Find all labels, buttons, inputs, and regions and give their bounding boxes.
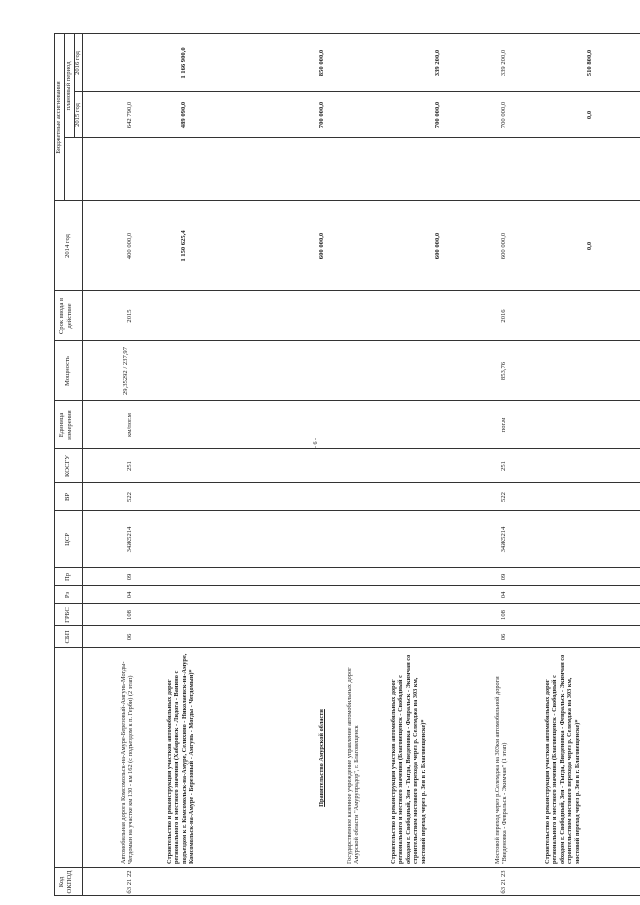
row1-unit: км/пог.м (126, 413, 133, 437)
table-rule (54, 400, 640, 401)
header-sbp: СБП (64, 630, 71, 644)
table-rule (54, 647, 640, 648)
row6-name: Мостовой переход через р.Селемджа на 303км автомобильной дороги "Введеновка - Февральск - Экимчан" (1 этап) (494, 676, 509, 864)
table-rule (54, 448, 640, 449)
table-rule (54, 510, 640, 511)
row5-2014: 600 000,0 (434, 232, 441, 260)
row6-2016: 339 200,0 (500, 49, 507, 77)
table-rule (54, 200, 640, 201)
row7-2016: 510 800,0 (586, 49, 593, 77)
row6-kosgu: 251 (500, 461, 507, 471)
header-kosgu: КОСГУ (64, 455, 71, 477)
row1-pr: 09 (126, 573, 133, 581)
header-rz: Рз (64, 591, 71, 599)
row7-name: Строительство и реконструкция участков автомобильных дорог регионального и местного значения (Благовещенск - Свободный с обходом г. Свободный, Зея - Тыгда, Введеновка - Февральск - Экимчан со строительством мостового перехода через р. Селемджа на 303 км, мостовой переход через р. Зея в г. Благовещенске)* (544, 654, 581, 864)
header-code: Код ОКПОД (58, 870, 73, 894)
row5-2016: 339 200,0 (434, 49, 441, 77)
header-vr: ВР (64, 492, 71, 502)
header-allocations: Бюджетные ассигнования (55, 81, 62, 154)
row6-grbs: 108 (500, 610, 507, 620)
table-rule (54, 33, 640, 34)
row1-rz: 04 (126, 591, 133, 599)
table-rule (54, 625, 640, 626)
row3-2014: 600 000,0 (318, 232, 325, 260)
row1-capacity: 29,35292 / 237,97 (122, 347, 129, 395)
row1-kosgu: 251 (126, 461, 133, 471)
header-2014: 2014 год (64, 234, 71, 258)
row1-csr: 34Ж5214 (126, 526, 133, 553)
row2-name: Строительство и реконструкция участков автомобильных дорог регионального и местного значения (Хабаровск - Лидога - Ванино с подъездом к г. Комсомольск-на-Амуре, Селихино - Николаевск-на-Амуре, Комсомольск-на-Амуре - Березовый - Амгунь - Могды - Чегдомын)* (166, 653, 196, 864)
row1-vr: 522 (126, 492, 133, 502)
header-2016: 2016 год (74, 51, 81, 75)
row1-code: б3 21 22 (126, 870, 133, 894)
row4-name: Государственное казенное учреждение управление автомобильных дорог Амурской области "Амурупрадор", г. Благовещенск (346, 667, 361, 864)
table-rule (54, 895, 640, 896)
row6-csr: 34Ж5214 (500, 526, 507, 553)
row6-2014: 600 000,0 (500, 232, 507, 260)
row7-2015: 0,0 (586, 110, 593, 120)
row6-2015: 700 000,0 (500, 101, 507, 129)
header-planned-period: плановый период (65, 61, 72, 111)
header-csr: ЦСР (64, 533, 71, 546)
row6-pr: 09 (500, 573, 507, 581)
row1-commissioning: 2015 (126, 309, 133, 323)
row1-2014: 400 000,0 (126, 232, 133, 260)
row3-name: Правительство Амурской области (318, 709, 325, 807)
table-rule (54, 867, 640, 868)
header-grbs: ГРБС (64, 607, 71, 623)
row6-vr: 522 (500, 492, 507, 502)
header-commissioning: Срок ввода в действие (58, 297, 73, 335)
row1-name: Автомобильная дорога Комсомольск-на-Амуре-Березовый-Амгунь-Могды-Чегдомын на участке км 130 - км 162 (с подъездом к п. Герби) (2 этап) (120, 661, 135, 864)
table-rule (54, 603, 640, 604)
row2-2016: 1 166 900,0 (180, 47, 187, 79)
budget-table (54, 34, 640, 896)
header-2015: 2015 год (74, 103, 81, 127)
row6-sbp: 06 (500, 633, 507, 641)
row5-2015: 700 000,0 (434, 101, 441, 129)
table-rule (82, 34, 83, 896)
row6-code: б3 21 23 (500, 870, 507, 894)
row6-capacity: 853,76 (500, 361, 507, 381)
row3-2015: 700 000,0 (318, 101, 325, 129)
row6-rz: 04 (500, 591, 507, 599)
table-rule (54, 585, 640, 586)
row6-unit: пог.м (500, 417, 507, 433)
table-rule (54, 340, 640, 341)
row1-2015: 642 790,0 (126, 101, 133, 129)
header-capacity: Мощность (64, 356, 71, 386)
row6-commissioning: 2016 (500, 309, 507, 323)
table-rule (74, 91, 640, 92)
page-number: - 6 - (313, 438, 319, 448)
table-rule (54, 482, 640, 483)
row1-sbp: 06 (126, 633, 133, 641)
row2-2014: 1 150 625,4 (180, 230, 187, 262)
row7-2014: 0,0 (586, 241, 593, 251)
row1-grbs: 108 (126, 610, 133, 620)
header-pr: Пр (64, 572, 71, 582)
header-unit: Единица измерения (58, 410, 73, 440)
table-rule (54, 290, 640, 291)
table-rule (54, 567, 640, 568)
row2-2015: 489 090,0 (180, 101, 187, 129)
row5-name: Строительство и реконструкция участков автомобильных дорог регионального и местного значения (Благовещенск - Свободный с обходом г. Свободный, Зея - Тыгда, Введеновка - Февральск - Экимчан со строительством мостового перехода через р. Селемджа на 303 км, мостовой переход через р. Зея в г. Благовещенске)* (390, 654, 427, 864)
row3-2016: 850 000,0 (318, 49, 325, 77)
table-rule (64, 137, 640, 138)
